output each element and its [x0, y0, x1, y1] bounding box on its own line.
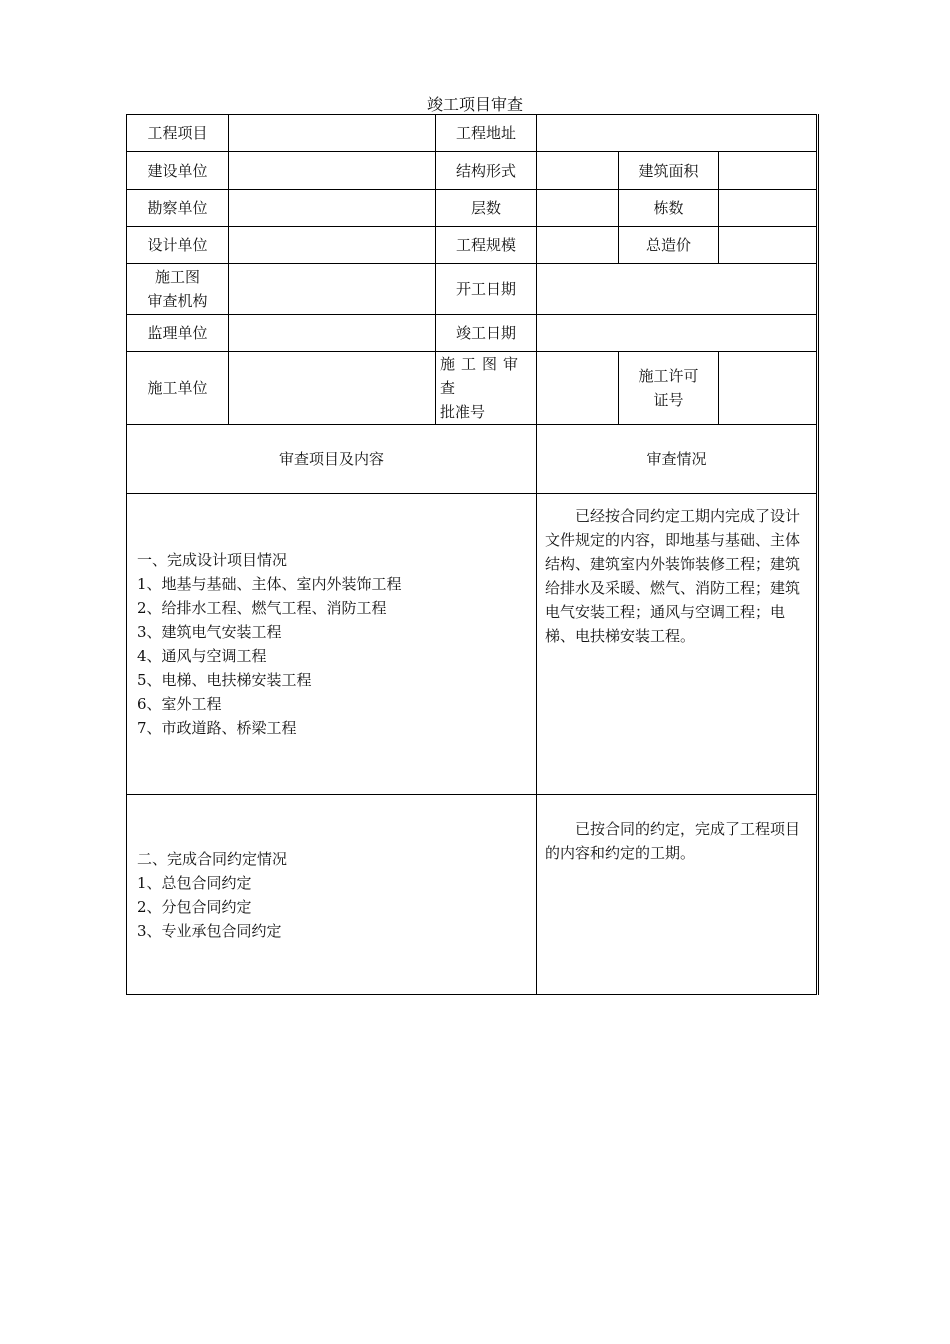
label-builder: 建设单位 [127, 152, 229, 190]
table-row [127, 115, 818, 152]
list-item: 1、地基与基础、主体、室内外装饰工程 [137, 575, 402, 593]
label-scale: 工程规模 [436, 227, 537, 264]
label-structure: 结构形式 [436, 152, 537, 190]
list-item: 5、电梯、电扶梯安装工程 [137, 671, 312, 689]
section2-heading: 二、完成合同约定情况 [137, 849, 288, 868]
label-address: 工程地址 [436, 115, 537, 152]
section2-result-text: 已按合同的约定，完成了工程项目的内容和约定的工期。 [545, 820, 801, 862]
label-buildings: 栋数 [619, 190, 719, 227]
value-project[interactable] [229, 115, 436, 152]
label-completion-date: 竣工日期 [436, 315, 537, 352]
table-row [127, 190, 818, 227]
value-start-date[interactable] [537, 264, 818, 315]
value-scale[interactable] [537, 227, 619, 264]
table-row [127, 227, 818, 264]
table-row [127, 795, 818, 995]
value-address[interactable] [537, 115, 818, 152]
table-row [127, 264, 818, 315]
form-title: 竣工项目审查 [426, 95, 523, 114]
value-drawing-review-org[interactable] [229, 264, 436, 315]
table-row [127, 494, 818, 795]
value-contractor[interactable] [229, 352, 436, 425]
value-completion-date[interactable] [537, 315, 818, 352]
value-permit[interactable] [719, 352, 818, 425]
label-permit [619, 352, 719, 425]
list-item: 1、总包合同约定 [137, 873, 252, 892]
list-item: 2、给排水工程、燃气工程、消防工程 [137, 599, 387, 617]
label-line: 批准号 [440, 403, 486, 421]
label-supervision: 监理单位 [127, 315, 229, 352]
review-status-header: 审查情况 [537, 425, 818, 494]
list-item: 3、建筑电气安装工程 [137, 623, 282, 641]
label-design: 设计单位 [127, 227, 229, 264]
label-line: 施工图审查 [440, 355, 525, 397]
label-contractor: 施工单位 [127, 352, 229, 425]
section1-result-text: 已经按合同约定工期内完成了设计文件规定的内容，即地基与基础、主体结构、建筑室内外装饰装修工程；建筑给排水及采暖、燃气、消防工程；建筑电气安装工程；通风与空调工程；电梯、电扶梯安装工程。 [545, 507, 801, 645]
label-floors: 层数 [436, 190, 537, 227]
label-line: 证号 [653, 391, 684, 409]
label-drawing-approval [436, 352, 537, 425]
value-buildings[interactable] [719, 190, 818, 227]
label-total-price: 总造价 [619, 227, 719, 264]
label-area: 建筑面积 [619, 152, 719, 190]
list-item: 3、专业承包合同约定 [137, 921, 282, 940]
table-row [127, 425, 818, 494]
value-total-price[interactable] [719, 227, 818, 264]
review-form-table [126, 114, 819, 995]
value-supervision[interactable] [229, 315, 436, 352]
label-survey: 勘察单位 [127, 190, 229, 227]
table-row [127, 152, 818, 190]
label-line: 施工许可 [638, 367, 699, 385]
value-drawing-approval[interactable] [537, 352, 619, 425]
section2-content [127, 795, 537, 995]
value-floors[interactable] [537, 190, 619, 227]
review-items-header: 审查项目及内容 [127, 425, 537, 494]
list-item: 7、市政道路、桥梁工程 [137, 719, 297, 737]
list-item: 4、通风与空调工程 [137, 647, 267, 665]
value-builder[interactable] [229, 152, 436, 190]
label-line: 审查机构 [147, 292, 208, 310]
table-row [127, 315, 818, 352]
section1-result[interactable] [537, 494, 818, 795]
value-survey[interactable] [229, 190, 436, 227]
value-design[interactable] [229, 227, 436, 264]
section1-heading: 一、完成设计项目情况 [137, 551, 288, 569]
section1-content [127, 494, 537, 795]
label-line: 施工图 [154, 268, 200, 286]
value-area[interactable] [719, 152, 818, 190]
table-row [127, 352, 818, 425]
section2-result[interactable] [537, 795, 818, 995]
label-project: 工程项目 [127, 115, 229, 152]
value-structure[interactable] [537, 152, 619, 190]
list-item: 6、室外工程 [137, 695, 222, 713]
label-start-date: 开工日期 [436, 264, 537, 315]
label-drawing-review-org [127, 264, 229, 315]
list-item: 2、分包合同约定 [137, 897, 252, 916]
